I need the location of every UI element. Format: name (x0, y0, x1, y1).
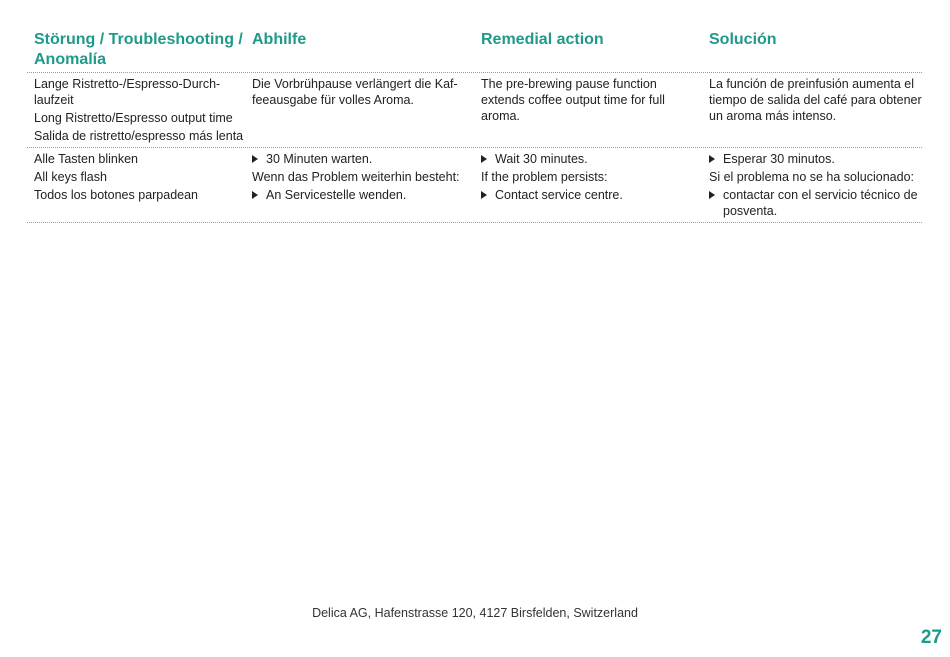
problem-cell (27, 73, 245, 147)
step-text: 30 Minuten warten. (266, 152, 373, 166)
triangle-right-icon (252, 191, 258, 199)
header-remedial-action: Remedial action (481, 31, 604, 48)
condition-text: Si el problema no se ha solucionado: (709, 170, 914, 184)
remedy-es-cell (702, 148, 922, 222)
remedy-en-cell (474, 148, 702, 222)
header-troubleshooting: Störung / Troubleshooting / Anomalía (34, 31, 243, 68)
step-text: contactar con el servicio técnico de posventa. (723, 188, 918, 218)
bullet-step (481, 151, 702, 167)
triangle-right-icon (709, 155, 715, 163)
remedy-es-cell: La función de preinfusión aumenta el tiempo de salida del café para obtener un aroma más intenso. (709, 77, 922, 123)
page-number: 27 (920, 627, 942, 648)
bullet-step (252, 151, 474, 167)
bullet-step (709, 151, 922, 167)
footer-address: Delica AG, Hafenstrasse 120, 4127 Birsfelden, Switzerland (312, 606, 638, 620)
step-text: Esperar 30 minutos. (723, 152, 835, 166)
problem-cell (27, 148, 245, 222)
problem-en: Long Ristretto/Espresso output time (34, 111, 233, 125)
table-header-row (27, 28, 922, 73)
triangle-right-icon (481, 155, 487, 163)
triangle-right-icon (709, 191, 715, 199)
step-text: Wait 30 minutes. (495, 152, 588, 166)
table-row (27, 73, 922, 148)
problem-es: Todos los botones parpadean (34, 188, 199, 202)
triangle-right-icon (481, 191, 487, 199)
bullet-step (709, 187, 922, 219)
triangle-right-icon (252, 155, 258, 163)
remedy-de-cell (245, 148, 474, 222)
condition-text: Wenn das Problem weiterhin besteht: (252, 170, 460, 184)
step-text: An Servicestelle wenden. (266, 188, 407, 202)
remedy-de-cell: Die Vorbrühpause verlängert die Kaffeeausgabe für volles Aroma. (252, 77, 458, 107)
problem-de: Alle Tasten blinken (34, 152, 139, 166)
header-abhilfe: Abhilfe (252, 31, 307, 48)
problem-en: All keys flash (34, 170, 107, 184)
problem-de: Lange Ristretto-/Espresso-Durchlaufzeit (34, 77, 221, 107)
header-solucion: Solución (709, 31, 777, 48)
bullet-step (252, 187, 474, 203)
bullet-step (481, 187, 702, 203)
troubleshooting-table (27, 28, 922, 223)
table-row (27, 148, 922, 223)
remedy-en-cell: The pre-brewing pause function extends coffee output time for full aroma. (481, 77, 665, 123)
step-text: Contact service centre. (495, 188, 623, 202)
condition-text: If the problem persists: (481, 170, 608, 184)
problem-es: Salida de ristretto/espresso más lenta (34, 129, 244, 143)
